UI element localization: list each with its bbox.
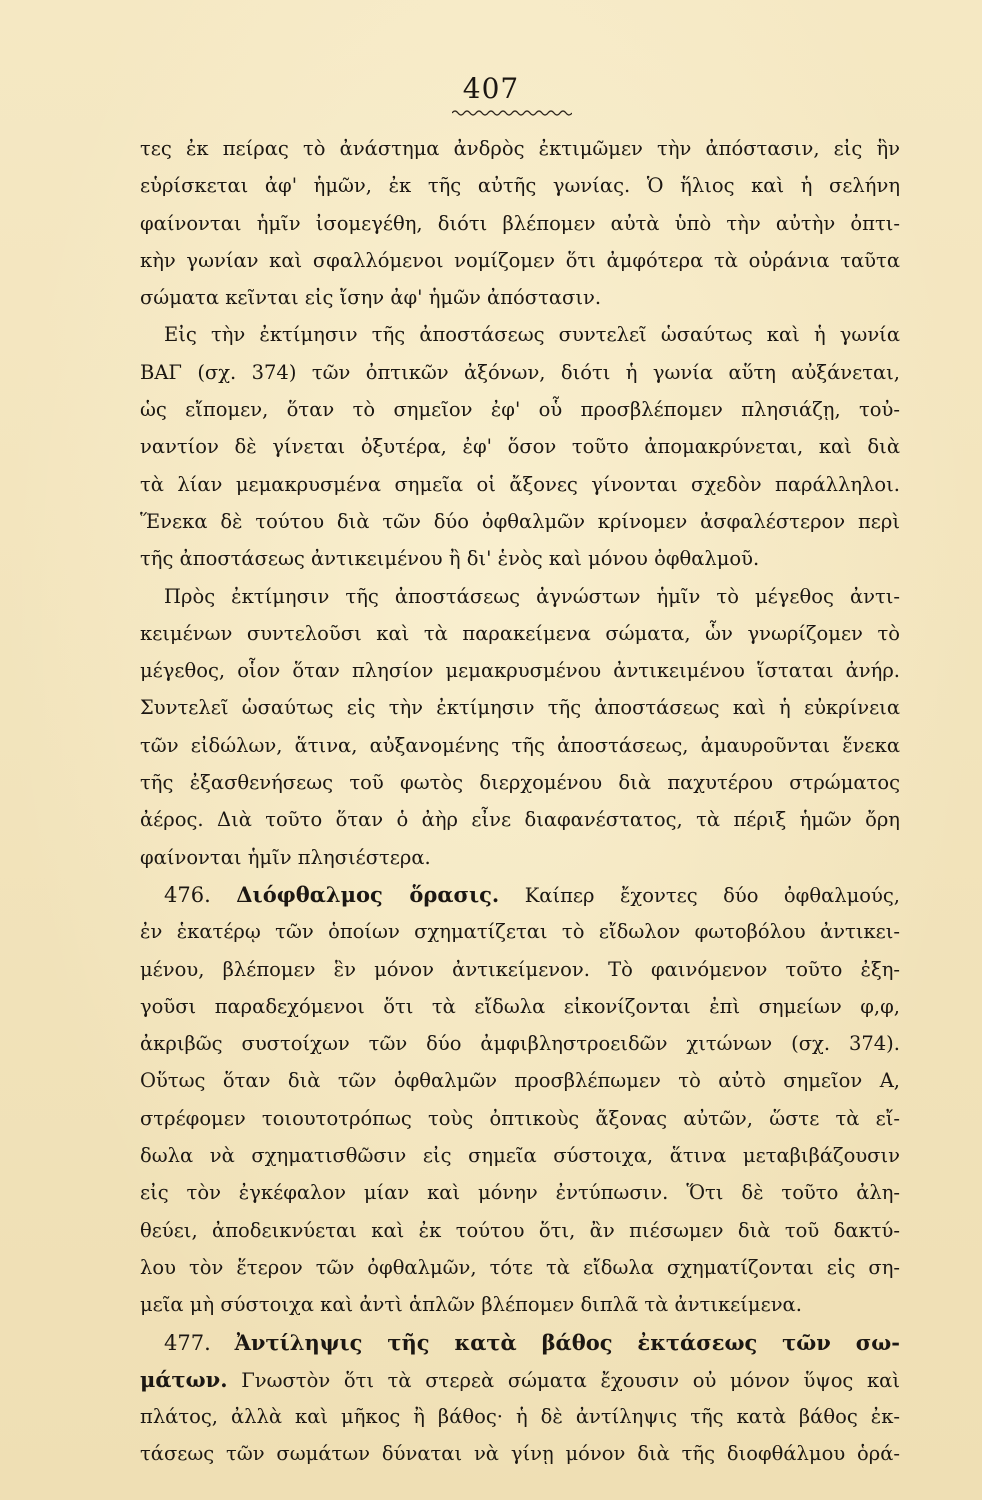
- section-477-heading-line: [140, 1324, 900, 1361]
- text-line: κειμένων συντελοῦσι καὶ τὰ παρακείμενα σώματα, ὧν γνωρίζομεν τὸ: [140, 621, 900, 645]
- section-number: 476.: [164, 882, 211, 907]
- text-line: κὴν γωνίαν καὶ σφαλλόμενοι νομίζομεν ὅτι ἀμφότερα τὰ οὐράνια ταῦτα: [140, 248, 900, 272]
- text-line: ΒΑΓ (σχ. 374) τῶν ὀπτικῶν ἀξόνων, διότι ἡ γωνία αὕτη αὐξάνεται,: [140, 360, 900, 384]
- text-line: ὡς εἴπομεν, ὅταν τὸ σημεῖον ἐφ' οὗ προσβλέπομεν πλησιάζῃ, τοὐ-: [140, 398, 900, 422]
- text-run: Γνωστὸν ὅτι τὰ στερεὰ σώματα ἔχουσιν οὐ μόνον ὕψος καὶ: [241, 1368, 900, 1392]
- text-line: μένου, βλέπομεν ἓν μόνον ἀντικείμενον. Τὸ φαινόμενον τοῦτο ἐξη-: [140, 957, 900, 981]
- text-line: τάσεως τῶν σωμάτων δύναται νὰ γίνῃ μόνον διὰ τῆς διοφθάλμου ὁρά-: [140, 1442, 900, 1466]
- text-run: Καίπερ ἔχοντες δύο ὀφθαλμούς,: [524, 883, 900, 907]
- section-title: Διόφθαλμος ὅρασις.: [236, 881, 500, 907]
- text-line: εἰς τὸν ἐγκέφαλον μίαν καὶ μόνην ἐντύπωσιν. Ὅτι δὲ τοῦτο ἀλη-: [140, 1181, 900, 1205]
- section-477-second-line: [140, 1361, 900, 1398]
- text-line: φαίνονται ἡμῖν πλησιέστερα.: [140, 845, 431, 869]
- text-line: γοῦσι παραδεχόμενοι ὅτι τὰ εἴδωλα εἰκονίζονται ἐπὶ σημείων φ,φ,: [140, 994, 900, 1018]
- text-line: τὰ λίαν μεμακρυσμένα σημεῖα οἱ ἄξονες γίνονται σχεδὸν παράλληλοι.: [140, 472, 900, 496]
- wavy-rule-ornament: [452, 108, 572, 118]
- text-body: [140, 130, 900, 1473]
- text-line: δωλα νὰ σχηματισθῶσιν εἰς σημεῖα σύστοιχα, ἅτινα μεταβιβάζουσιν: [140, 1144, 900, 1168]
- text-line: σώματα κεῖνται εἰς ἴσην ἀφ' ἡμῶν ἀπόστασιν.: [140, 286, 602, 310]
- text-line: μεῖα μὴ σύστοιχα καὶ ἀντὶ ἁπλῶν βλέπομεν διπλᾶ τὰ ἀντικείμενα.: [140, 1293, 802, 1317]
- section-number: 477.: [164, 1330, 211, 1355]
- text-line: φαίνονται ἡμῖν ἰσομεγέθη, διότι βλέπομεν αὐτὰ ὑπὸ τὴν αὐτὴν ὀπτι-: [140, 211, 900, 235]
- text-line: τες ἐκ πείρας τὸ ἀνάστημα ἀνδρὸς ἐκτιμῶμεν τὴν ἀπόστασιν, εἰς ἣν: [140, 137, 900, 160]
- section-title: Ἀντίληψις τῆς κατὰ βάθος ἐκτάσεως τῶν σω-: [234, 1329, 900, 1355]
- text-line: ἀκριβῶς συστοίχων τῶν δύο ἀμφιβληστροειδῶν χιτώνων (σχ. 374).: [140, 1032, 900, 1056]
- text-line: τῆς ἐξασθενήσεως τοῦ φωτὸς διερχομένου διὰ παχυτέρου στρώματος: [140, 771, 900, 795]
- text-line: τῶν εἰδώλων, ἅτινα, αὐξανομένης τῆς ἀποστάσεως, ἀμαυροῦνται ἕνεκα: [140, 733, 900, 757]
- text-line: ἐν ἑκατέρῳ τῶν ὁποίων σχηματίζεται τὸ εἴδωλον φωτοβόλου ἀντικει-: [140, 920, 900, 944]
- text-line: Ἕνεκα δὲ τούτου διὰ τῶν δύο ὀφθαλμῶν κρίνομεν ἀσφαλέστερον περὶ: [140, 509, 900, 533]
- text-line: θεύει, ἀποδεικνύεται καὶ ἐκ τούτου ὅτι, ἂν πιέσωμεν διὰ τοῦ δακτύ-: [140, 1218, 900, 1242]
- text-line: μέγεθος, οἷον ὅταν πλησίον μεμακρυσμένου ἀντικειμένου ἵσταται ἀνήρ.: [140, 659, 900, 683]
- text-line: Οὕτως ὅταν διὰ τῶν ὀφθαλμῶν προσβλέπωμεν τὸ αὐτὸ σημεῖον Α,: [140, 1069, 900, 1093]
- text-line: ναντίον δὲ γίνεται ὀξυτέρα, ἐφ' ὅσον τοῦτο ἀπομακρύνεται, καὶ διὰ: [140, 435, 900, 459]
- text-line: ἀέρος. Διὰ τοῦτο ὅταν ὁ ἀὴρ εἶνε διαφανέστατος, τὰ πέριξ ἡμῶν ὄρη: [140, 808, 900, 832]
- text-line: Εἰς τὴν ἐκτίμησιν τῆς ἀποστάσεως συντελεῖ ὡσαύτως καὶ ἡ γωνία: [164, 323, 900, 347]
- text-line: Πρὸς ἐκτίμησιν τῆς ἀποστάσεως ἀγνώστων ἡμῖν τὸ μέγεθος ἀντι-: [164, 584, 900, 608]
- section-476-heading-line: [140, 876, 900, 913]
- text-line: πλάτος, ἀλλὰ καὶ μῆκος ἢ βάθος· ἡ δὲ ἀντίληψις τῆς κατὰ βάθος ἐκ-: [140, 1405, 900, 1429]
- section-title-continued: μάτων.: [140, 1366, 228, 1392]
- text-line: λου τὸν ἕτερον τῶν ὀφθαλμῶν, τότε τὰ εἴδωλα σχηματίζονται εἰς ση-: [140, 1255, 900, 1279]
- page-number: 407: [462, 72, 520, 105]
- text-line: Συντελεῖ ὡσαύτως εἰς τὴν ἐκτίμησιν τῆς ἀποστάσεως καὶ ἡ εὐκρίνεια: [140, 696, 900, 720]
- text-line: τῆς ἀποστάσεως ἀντικειμένου ἢ δι' ἑνὸς καὶ μόνου ὀφθαλμοῦ.: [140, 547, 760, 571]
- text-line: εὑρίσκεται ἀφ' ἡμῶν, ἐκ τῆς αὐτῆς γωνίας. Ὁ ἥλιος καὶ ἡ σελήνη: [140, 174, 900, 198]
- text-line: στρέφομεν τοιουτοτρόπως τοὺς ὀπτικοὺς ἄξονας αὐτῶν, ὥστε τὰ εἴ-: [140, 1106, 900, 1130]
